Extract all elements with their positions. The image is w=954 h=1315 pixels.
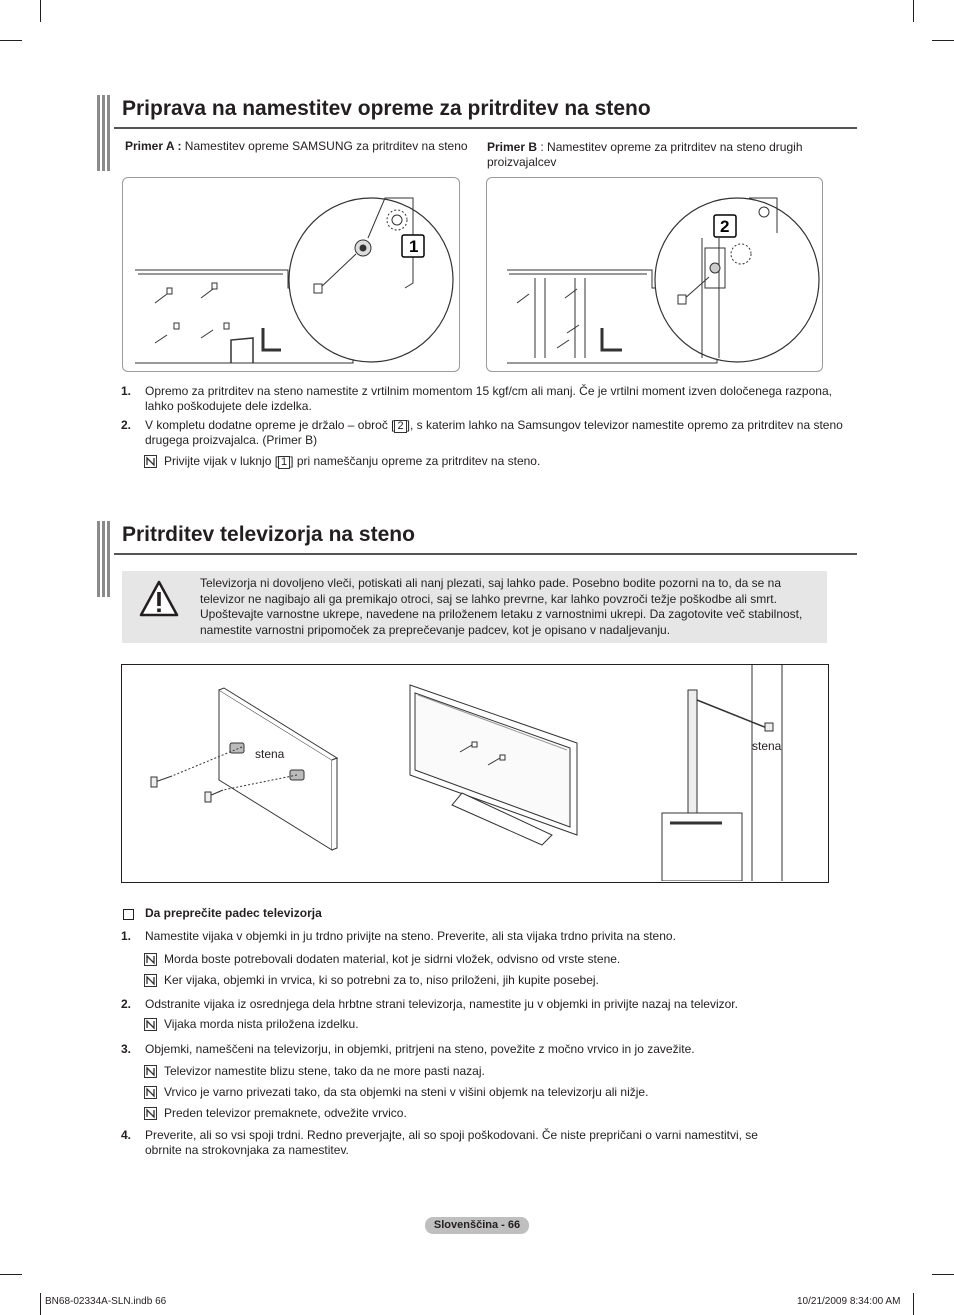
section-rule <box>114 553 857 555</box>
crop-mark <box>0 40 22 41</box>
step-text: Odstranite vijaka iz osrednjega dela hrbtne strani televizorja, namestite ju v objemki in privijte nazaj na televizor. <box>145 997 738 1011</box>
step-number: 2. <box>121 418 132 432</box>
step-text: V kompletu dodatne opreme je držalo – obroč [ 2 ], s katerim lahko na Samsungov televizor namestite opremo za pritrditev na steno drugega proizvajalca. (Primer B) <box>145 418 843 447</box>
crop-mark <box>40 1293 41 1315</box>
crop-mark <box>40 0 41 22</box>
step-text: Namestite vijaka v objemki in ju trdno privijte na steno. Preverite, ali sta vijaka trdno privita na steno. <box>145 929 676 943</box>
note-icon <box>144 953 157 966</box>
step-text: Opremo za pritrditev na steno namestite z vrtilnim momentom 15 kgf/cm ali manj. Če je vrtilni moment izven določenega razpona, lahko poškodujete dele izdelka. <box>145 384 832 413</box>
section-title: Priprava na namestitev opreme za pritrditev na steno <box>122 97 651 120</box>
example-a-caption: Primer A : Namestitev opreme SAMSUNG za pritrditev na steno <box>125 139 468 153</box>
note-text: Preden televizor premaknete, odvežite vrvico. <box>164 1106 407 1120</box>
note-text: Ker vijaka, objemki in vrvica, ki so potrebni za to, niso priloženi, jih kupite posebej. <box>164 973 599 987</box>
note-icon <box>144 1018 157 1031</box>
section-title: Pritrditev televizorja na steno <box>122 523 415 546</box>
anti-fall-diagram <box>122 665 827 881</box>
wall-mount-illustration-a <box>123 178 459 371</box>
page-number-tab: Slovenščina - 66 <box>425 1217 529 1234</box>
step-number: 1. <box>121 929 132 943</box>
note-text: Vrvico je varno privezati tako, da sta objemki na steni v višini objemk na televizorju ali nižje. <box>164 1085 649 1099</box>
crop-mark <box>932 1274 954 1275</box>
section-marker <box>97 95 111 171</box>
key-1: 1 <box>278 456 290 469</box>
note-text: Privijte vijak v luknjo [ 1 ] pri nameščanju opreme za pritrditev na steno. <box>164 454 541 468</box>
wall-label: stena <box>255 747 285 761</box>
section-rule <box>114 127 857 129</box>
crop-mark <box>913 1293 914 1315</box>
file-name: BN68-02334A-SLN.indb 66 <box>45 1296 167 1307</box>
section-marker <box>97 521 111 597</box>
note-icon <box>144 974 157 987</box>
note-icon <box>144 455 157 468</box>
note-text: Morda boste potrebovali dodaten material, kot je sidrni vložek, odvisno od vrste stene. <box>164 952 621 966</box>
print-date: 10/21/2009 8:34:00 AM <box>797 1296 901 1307</box>
subheading: Da preprečite padec televizorja <box>145 906 322 920</box>
callout-2: 2 <box>720 217 730 236</box>
note-text: Televizor namestite blizu stene, tako da ne more pasti nazaj. <box>164 1064 485 1078</box>
crop-mark <box>932 40 954 41</box>
crop-mark <box>0 1274 22 1275</box>
warning-box <box>122 571 827 643</box>
step-number: 2. <box>121 997 132 1011</box>
callout-1: 1 <box>409 237 419 256</box>
note-icon <box>144 1086 157 1099</box>
warning-text: Televizorja ni dovoljeno vleči, potiskati ali nanj plezati, saj lahko pade. Posebno bodite pozorni na to, da se na televizor ne nagibajo ali ga premikajo otroci, saj se lahko prevrne, kar lahko povzroči težje poškodbe ali smrt. Upoštevajte varnostne ukrepe, navedene na priloženem letaku z varnostnimi ukrepi. Da zagotovite več stabilnost, namestite varnostni pripomoček za preprečevanje padcev, kot je opisano v nadaljevanju. <box>200 576 803 637</box>
note-text: Vijaka morda nista priložena izdelku. <box>164 1017 359 1031</box>
step-number: 3. <box>121 1042 132 1056</box>
step-number: 4. <box>121 1128 132 1142</box>
example-b-caption: Primer B : Namestitev opreme za pritrditev na steno drugih proizvajalcev <box>487 140 803 169</box>
step-number: 1. <box>121 384 132 398</box>
illustration-anti-fall <box>121 664 829 883</box>
step-text: Objemki, nameščeni na televizorju, in objemki, pritrjeni na steno, povežite z močno vrvico in jo zavežite. <box>145 1042 695 1056</box>
note-icon <box>144 1065 157 1078</box>
key-2: 2 <box>394 420 406 433</box>
warning-icon <box>138 579 180 619</box>
illustration-example-b <box>486 177 823 372</box>
checkbox-bullet-icon <box>123 909 134 920</box>
note-icon <box>144 1107 157 1120</box>
wall-label: stena <box>752 739 782 753</box>
crop-mark <box>913 0 914 22</box>
illustration-example-a <box>122 177 460 372</box>
step-text: Preverite, ali so vsi spoji trdni. Redno preverjajte, ali so spoji poškodovani. Če niste prepričani o varni namestitvi, se obrnite na strokovnjaka za namestitev. <box>145 1128 758 1157</box>
wall-mount-illustration-b <box>487 178 822 371</box>
